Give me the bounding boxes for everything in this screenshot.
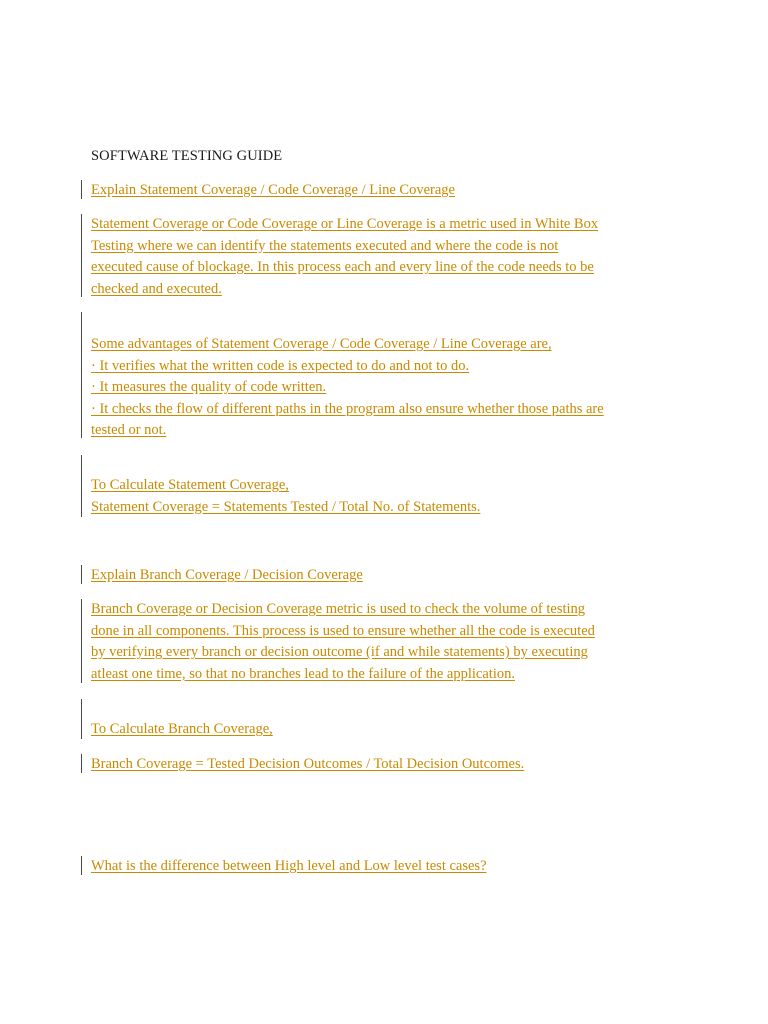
- paragraph-calculate-statement-coverage: [91, 475, 691, 518]
- paragraph-line[interactable]: Some advantages of Statement Coverage / Code Coverage / Line Coverage are,: [91, 336, 552, 352]
- paragraph-line[interactable]: To Calculate Branch Coverage,: [91, 721, 273, 737]
- bullet-item[interactable]: · It checks the flow of different paths in the program also ensure whether those paths are: [91, 400, 604, 417]
- paragraph-line[interactable]: done in all components. This process is used to ensure whether all the code is executed: [91, 622, 595, 639]
- paragraph-branch-coverage-definition: [91, 599, 691, 685]
- paragraph-line[interactable]: To Calculate Statement Coverage,: [91, 477, 289, 493]
- margin-bar: [81, 312, 82, 438]
- paragraph-line[interactable]: Testing where we can identify the statements executed and where the code is not: [91, 237, 559, 254]
- question-high-low-level: [91, 856, 691, 878]
- paragraph-line[interactable]: checked and executed.: [91, 280, 222, 297]
- paragraph-line[interactable]: Statement Coverage or Code Coverage or Line Coverage is a metric used in White Box: [91, 216, 599, 232]
- formula-line[interactable]: Statement Coverage = Statements Tested / Total No. of Statements.: [91, 498, 481, 515]
- paragraph-calculate-branch-coverage: [91, 719, 691, 741]
- paragraph-line[interactable]: by verifying every branch or decision outcome (if and while statements) by executing: [91, 644, 588, 660]
- paragraph-line[interactable]: Branch Coverage or Decision Coverage metric is used to check the volume of testing: [91, 601, 586, 617]
- paragraph-line[interactable]: atleast one time, so that no branches lead to the failure of the application.: [91, 665, 515, 682]
- margin-bar: [81, 180, 82, 199]
- question-link[interactable]: Explain Statement Coverage / Code Coverage / Line Coverage: [91, 182, 455, 198]
- formula-line[interactable]: Branch Coverage = Tested Decision Outcomes / Total Decision Outcomes.: [91, 756, 525, 772]
- question-statement-coverage: [91, 180, 691, 202]
- margin-bar: [81, 455, 82, 517]
- margin-bar: [81, 214, 82, 297]
- bullet-item[interactable]: · It measures the quality of code written.: [91, 379, 327, 395]
- formula-branch-coverage: [91, 754, 691, 776]
- paragraph-statement-coverage-definition: [91, 214, 691, 300]
- margin-bar: [81, 699, 82, 739]
- margin-bar: [81, 856, 82, 875]
- document-title: SOFTWARE TESTING GUIDE: [91, 148, 283, 164]
- bullet-item[interactable]: · It verifies what the written code is expected to do and not to do.: [91, 357, 470, 374]
- margin-bar: [81, 565, 82, 584]
- paragraph-line[interactable]: executed cause of blockage. In this process each and every line of the code needs to be: [91, 259, 594, 275]
- paragraph-advantages: [91, 334, 691, 442]
- margin-bar: [81, 599, 82, 683]
- question-branch-coverage: [91, 565, 691, 587]
- question-link[interactable]: Explain Branch Coverage / Decision Coverage: [91, 567, 363, 583]
- question-link[interactable]: What is the difference between High level and Low level test cases?: [91, 858, 487, 874]
- margin-bar: [81, 754, 82, 773]
- bullet-item[interactable]: tested or not.: [91, 422, 167, 438]
